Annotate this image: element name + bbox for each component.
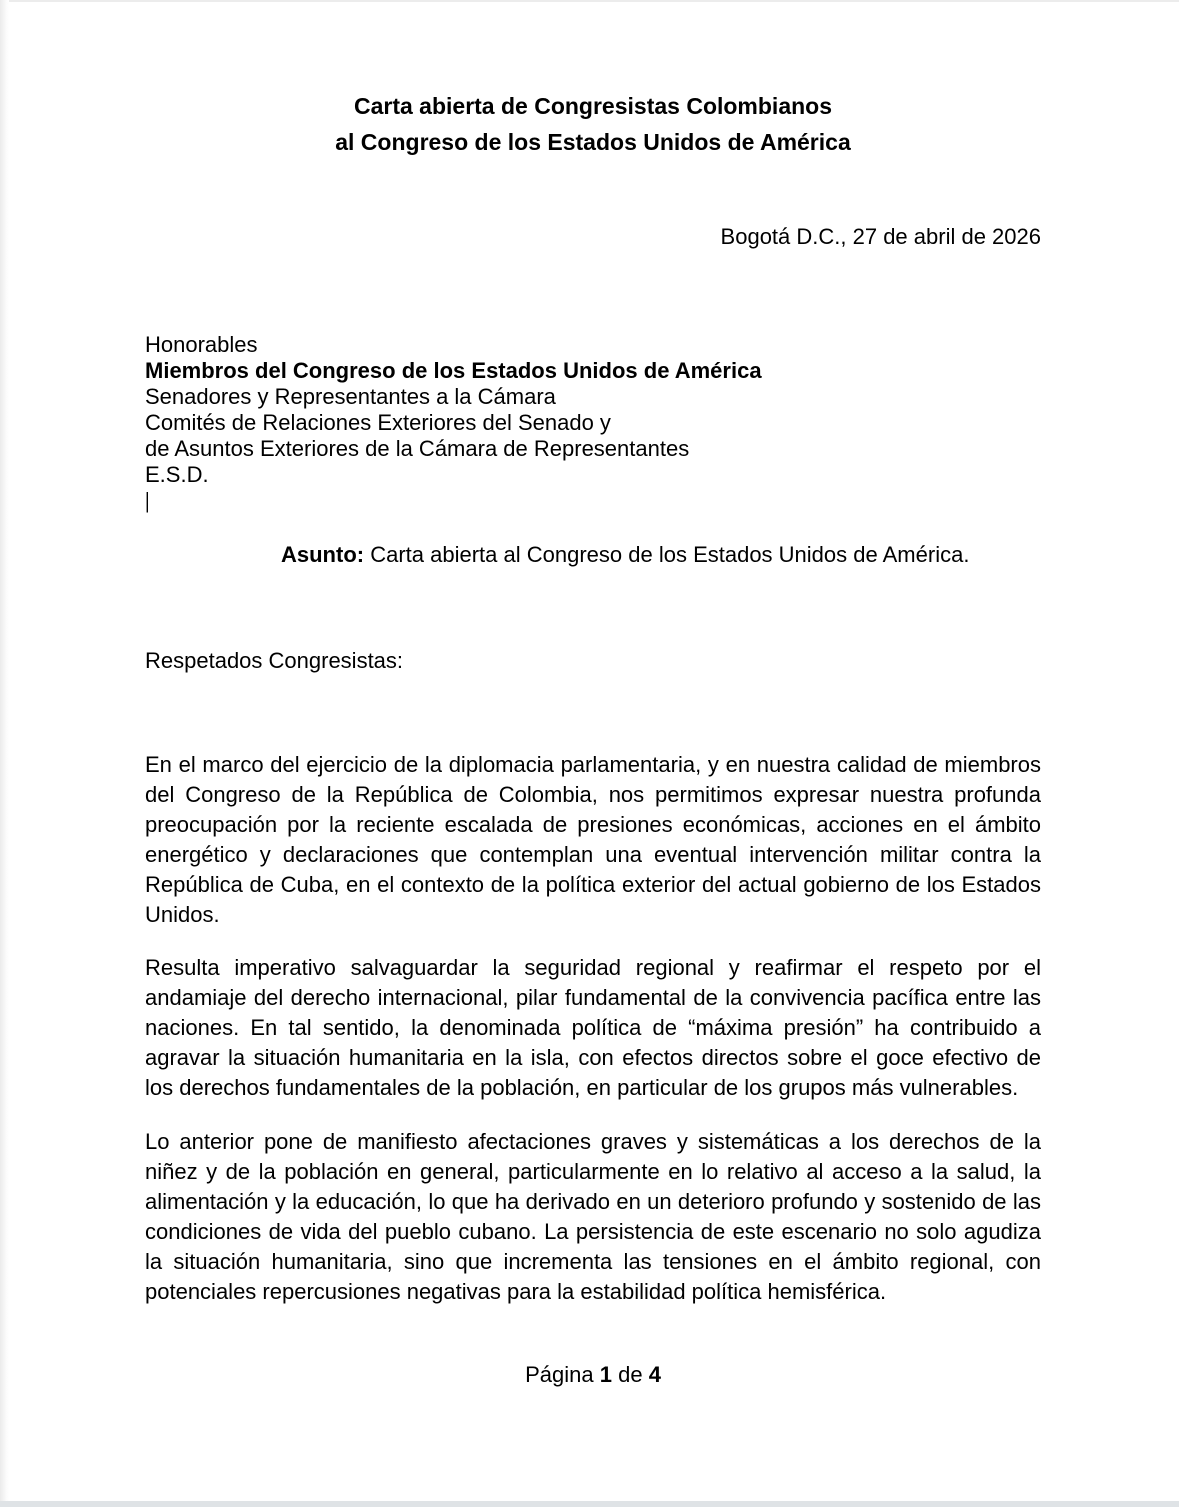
footer-page-number: 1: [599, 1362, 612, 1387]
recipient-block: [145, 332, 1041, 514]
body-paragraph-2: Resulta imperativo salvaguardar la seguridad regional y reafirmar el respeto por el andamiaje del derecho internacional, pilar fundamental de la convivencia pacífica entre las naciones. En tal sentido, la denominada política de “máxima presión” ha contribuido a agravar la situación humanitaria en la isla, con efectos directos sobre el goce efectivo de los derechos fundamentales de la población, en particular de los grupos más vulnerables.: [145, 955, 1041, 1100]
page-footer: [145, 1360, 1041, 1390]
recipient-addressee: Miembros del Congreso de los Estados Unidos de América: [145, 358, 762, 383]
recipient-committees-line2: de Asuntos Exteriores de la Cámara de Representantes: [145, 436, 690, 461]
subject-line: [281, 540, 1041, 570]
subject-label: Asunto:: [281, 542, 365, 567]
recipient-committees-line1: Comités de Relaciones Exteriores del Senado y: [145, 410, 611, 435]
footer-total-pages: 4: [648, 1362, 661, 1387]
recipient-senators-line: Senadores y Representantes a la Cámara: [145, 384, 556, 409]
viewer-edge-top: [0, 0, 1179, 2]
recipient-esd: E.S.D.: [145, 462, 209, 487]
footer-word-page: Página: [525, 1362, 594, 1387]
body-paragraph-3: Lo anterior pone de manifiesto afectaciones graves y sistemáticas a los derechos de la niñez y de la población en general, particularmente en lo relativo al acceso a la salud, la alimentación y la educación, lo que ha derivado en un deterioro profundo y sostenido de las condiciones de vida del pueblo cubano. La persistencia de este escenario no solo agudiza la situación humanitaria, sino que incrementa las tensiones en el ámbito regional, con potenciales repercusiones negativas para la estabilidad política hemisférica.: [145, 1129, 1041, 1304]
subject-text: Carta abierta al Congreso de los Estados Unidos de América.: [370, 542, 970, 567]
body-paragraph-1: En el marco del ejercicio de la diplomacia parlamentaria, y en nuestra calidad de miembros del Congreso de la República de Colombia, nos permitimos expresar nuestra profunda preocupación por la reciente escalada de presiones económicas, acciones en el ámbito energético y declaraciones que contemplan una eventual intervención militar contra la República de Cuba, en el contexto de la política exterior del actual gobierno de los Estados Unidos.: [145, 752, 1041, 927]
recipient-honorifics: Honorables: [145, 332, 258, 357]
document-title: [145, 88, 1041, 160]
salutation: Respetados Congresistas:: [145, 648, 404, 673]
document-title-line2: al Congreso de los Estados Unidos de América: [335, 129, 851, 155]
footer-word-of: de: [618, 1362, 643, 1387]
viewer-edge-left: [0, 0, 9, 1507]
viewer-edge-bottom: [0, 1501, 1179, 1507]
document-title-line1: Carta abierta de Congresistas Colombianos: [353, 93, 832, 119]
dateline: Bogotá D.C., 27 de abril de 2026: [720, 224, 1041, 249]
text-cursor: |: [145, 488, 150, 513]
